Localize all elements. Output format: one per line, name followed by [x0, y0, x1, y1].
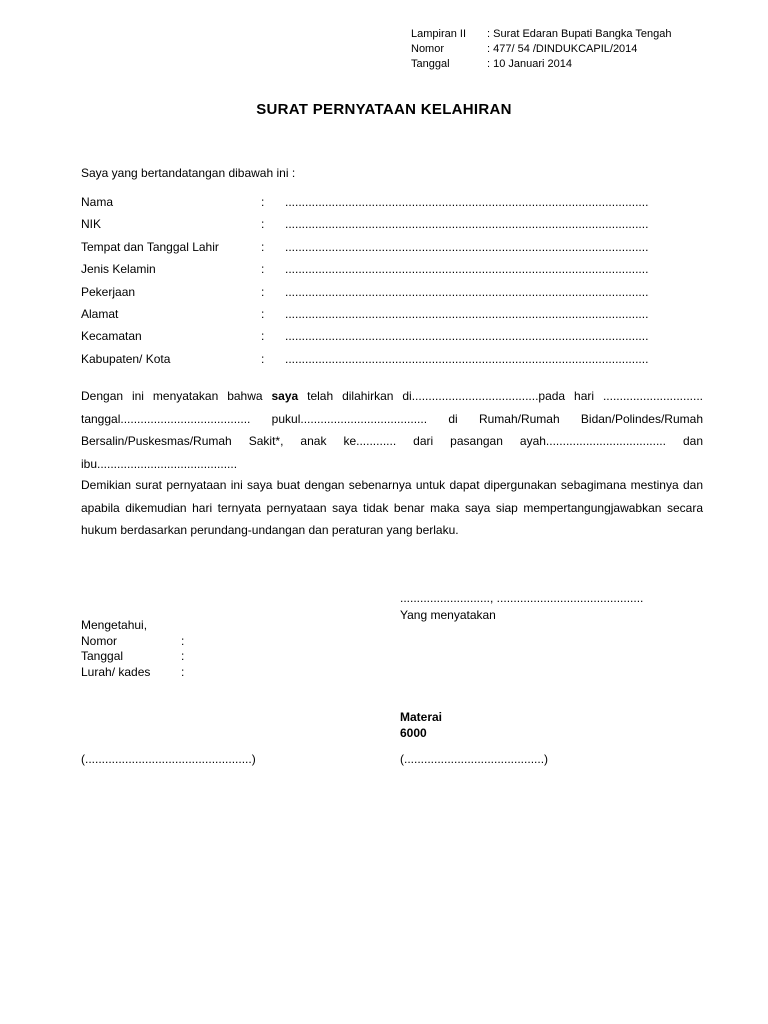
paragraph-text: Dengan ini menyatakan bahwa	[81, 389, 272, 403]
closing-paragraph: Demikian surat pernyataan ini saya buat dengan sebenarnya untuk dapat dipergunakan sebagimana mestinya dan apabila dikemudian hari ternyata pernyataan saya tidak benar maka saya siap mempertangungjawabkan secara hukum berdasarkan perundang-undangan dan peraturan yang berlaku.	[81, 478, 703, 537]
field-blank[interactable]: .............................................................................................................	[285, 262, 649, 277]
meta-key: Lampiran II	[411, 28, 467, 40]
attachment-header	[411, 27, 672, 72]
identity-fields	[81, 195, 703, 374]
field-label: NIK	[81, 217, 102, 232]
field-nik	[81, 217, 703, 239]
field-blank[interactable]: .............................................................................................................	[285, 217, 649, 232]
field-colon: :	[261, 217, 265, 232]
field-label: Jenis Kelamin	[81, 262, 156, 277]
field-blank[interactable]: .............................................................................................................	[285, 329, 649, 344]
field-blank[interactable]: .............................................................................................................	[285, 195, 649, 209]
ack-row-tanggal	[81, 649, 184, 665]
stamp-duty-note	[400, 709, 442, 741]
field-blank[interactable]: .............................................................................................................	[285, 239, 649, 254]
field-label: Kabupaten/ Kota	[81, 351, 171, 366]
field-label: Alamat	[81, 306, 119, 321]
acknowledgement-block	[81, 618, 184, 680]
field-pekerjaan	[81, 285, 703, 307]
paragraph-text: telah dilahirkan di......................................pada hari .............................. tanggal....................................... pukul...................................... di Rumah/Rumah Bidan/Polindes/Rumah Bersalin/Puskesmas/Rumah Sakit*, anak ke............ dari pasangan ayah.................................... dan ibu..........................................	[81, 389, 703, 471]
field-colon: :	[261, 195, 265, 209]
field-colon: :	[261, 262, 265, 277]
ack-row-nomor	[81, 634, 184, 650]
field-nama	[81, 195, 703, 217]
ack-colon: :	[181, 649, 185, 663]
materai-value: 6000	[400, 726, 427, 740]
ack-key: Nomor	[81, 633, 118, 648]
field-label: Pekerjaan	[81, 284, 136, 299]
meta-row-nomor	[411, 42, 672, 57]
field-colon: :	[261, 284, 265, 299]
field-label: Nama	[81, 195, 114, 209]
ack-colon: :	[181, 664, 185, 679]
field-alamat	[81, 307, 703, 329]
field-colon: :	[261, 239, 265, 254]
field-kecamatan	[81, 329, 703, 351]
declarant-signature-header	[400, 590, 643, 624]
field-blank[interactable]: .............................................................................................................	[285, 306, 649, 321]
meta-key: Nomor	[411, 43, 445, 55]
intro-text: Saya yang bertandatangan dibawah ini :	[81, 166, 296, 180]
field-label: Kecamatan	[81, 329, 142, 344]
meta-value: : Surat Edaran Bupati Bangka Tengah	[487, 28, 672, 40]
document-title: SURAT PERNYATAAN KELAHIRAN	[256, 101, 512, 118]
ack-colon: :	[181, 633, 185, 648]
field-colon: :	[261, 306, 265, 321]
meta-value: : 477/ 54 /DINDUKCAPIL/2014	[487, 43, 638, 55]
declarant-name-line[interactable]: (..........................................)	[400, 752, 549, 766]
field-kabupaten-kota	[81, 352, 703, 374]
meta-row-tanggal	[411, 57, 672, 72]
ack-key: Tanggal	[81, 649, 124, 663]
field-label: Tempat dan Tanggal Lahir	[81, 239, 219, 254]
field-colon: :	[261, 329, 265, 344]
official-name-line[interactable]: (..................................................)	[81, 752, 256, 766]
field-blank[interactable]: .............................................................................................................	[285, 351, 649, 366]
acknowledgement-heading: Mengetahui,	[81, 618, 148, 632]
field-blank[interactable]: .............................................................................................................	[285, 284, 649, 299]
ack-key: Lurah/ kades	[81, 664, 151, 679]
place-date-line[interactable]: ..........................., ............................................	[400, 591, 644, 605]
declarant-label: Yang menyatakan	[400, 608, 496, 622]
ack-row-lurah-kades	[81, 665, 184, 681]
field-tempat-tanggal-lahir	[81, 240, 703, 262]
materai-label: Materai	[400, 710, 443, 724]
field-jenis-kelamin	[81, 262, 703, 284]
meta-row-lampiran	[411, 27, 672, 42]
meta-value: : 10 Januari 2014	[487, 58, 573, 70]
birth-statement-paragraph	[81, 385, 703, 475]
field-colon: :	[261, 351, 265, 366]
paragraph-bold-word: saya	[271, 389, 299, 403]
meta-key: Tanggal	[411, 58, 450, 70]
